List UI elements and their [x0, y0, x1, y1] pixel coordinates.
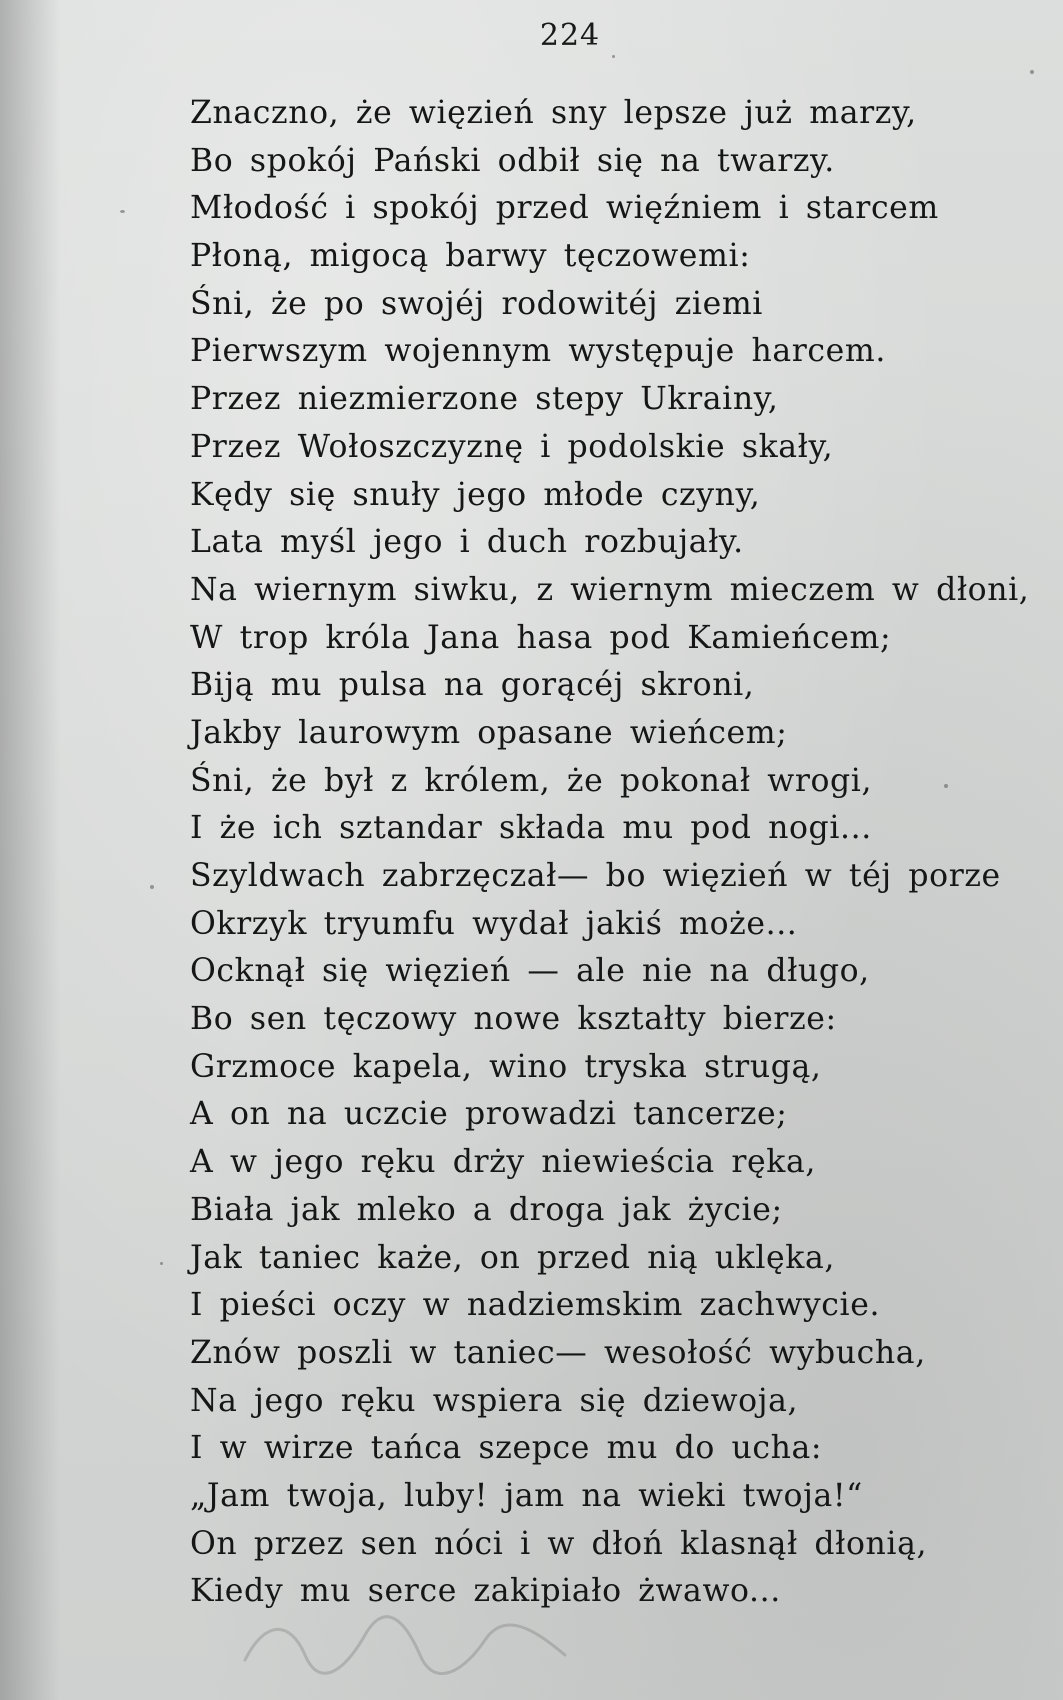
- poem-line: A on na uczcie prowadzi tancerze;: [190, 1096, 788, 1133]
- poem-line: Znów poszli w taniec— wesołość wybucha,: [190, 1334, 926, 1371]
- paper-speck: [612, 55, 615, 58]
- poem-line: Młodość i spokój przed więźniem i starcem: [190, 190, 939, 227]
- paper-speck: [160, 1262, 163, 1265]
- poem-line: Przez Wołoszczyznę i podolskie skały,: [190, 428, 834, 465]
- faint-handwriting-mark: [235, 1610, 575, 1680]
- poem-line: Szyldwach zabrzęczał— bo więzień w téj porze: [190, 858, 1001, 894]
- poem-line: „Jam twoja, luby! jam na wieki twoja!“: [190, 1477, 863, 1514]
- poem-line: Okrzyk tryumfu wydał jakiś może...: [190, 905, 798, 942]
- paper-speck: [120, 210, 125, 213]
- poem-line: Jak taniec każe, on przed nią uklęka,: [190, 1239, 835, 1276]
- poem-line: Ocknął się więzień — ale nie na długo,: [190, 953, 870, 990]
- poem-line: Biją mu pulsa na gorącéj skroni,: [190, 667, 755, 704]
- poem-line: Kiedy mu serce zakipiało żwawo...: [190, 1573, 781, 1610]
- poem-line: W trop króla Jana hasa pod Kamieńcem;: [190, 619, 892, 656]
- poem-line: Grzmoce kapela, wino tryska strugą,: [190, 1048, 822, 1085]
- poem-line: Znaczno, że więzień sny lepsze już marzy,: [190, 95, 917, 131]
- poem-line: Jakby laurowym opasane wieńcem;: [190, 714, 788, 751]
- poem-line: I w wirze tańca szepce mu do ucha:: [190, 1430, 823, 1467]
- poem-line: Kędy się snuły jego młode czyny,: [190, 476, 761, 513]
- paper-speck: [150, 885, 154, 889]
- page-number: 224: [539, 18, 601, 53]
- poem-line: I że ich sztandar składa mu pod nogi...: [190, 810, 872, 847]
- poem-line: Na wiernym siwku, z wiernym mieczem w dłoni,: [190, 571, 1030, 608]
- poem-line: I pieści oczy w nadziemskim zachwycie.: [190, 1287, 881, 1324]
- poem-line: Pierwszym wojennym występuje harcem.: [190, 333, 886, 370]
- paper-speck: [944, 784, 948, 788]
- poem-line: Lata myśl jego i duch rozbujały.: [190, 524, 744, 561]
- poem-line: Płoną, migocą barwy tęczowemi:: [190, 238, 751, 275]
- paper-speck: [1030, 70, 1034, 74]
- poem-line: Na jego ręku wspiera się dziewoja,: [190, 1382, 799, 1419]
- poem-line: Śni, że był z królem, że pokonał wrogi,: [190, 762, 873, 799]
- poem-text: [190, 90, 1040, 1616]
- poem-line: Bo sen tęczowy nowe kształty bierze:: [190, 1001, 837, 1038]
- poem-line: Śni, że po swojéj rodowitéj ziemi: [190, 285, 763, 322]
- poem-line: On przez sen nóci i w dłoń klasnął dłonią,: [190, 1525, 928, 1562]
- poem-line: Biała jak mleko a droga jak życie;: [190, 1191, 783, 1228]
- poem-line: Bo spokój Pański odbił się na twarzy.: [190, 142, 835, 179]
- poem-line: A w jego ręku drży niewieścia ręka,: [190, 1144, 816, 1181]
- poem-line: Przez niezmierzone stepy Ukrainy,: [190, 381, 779, 418]
